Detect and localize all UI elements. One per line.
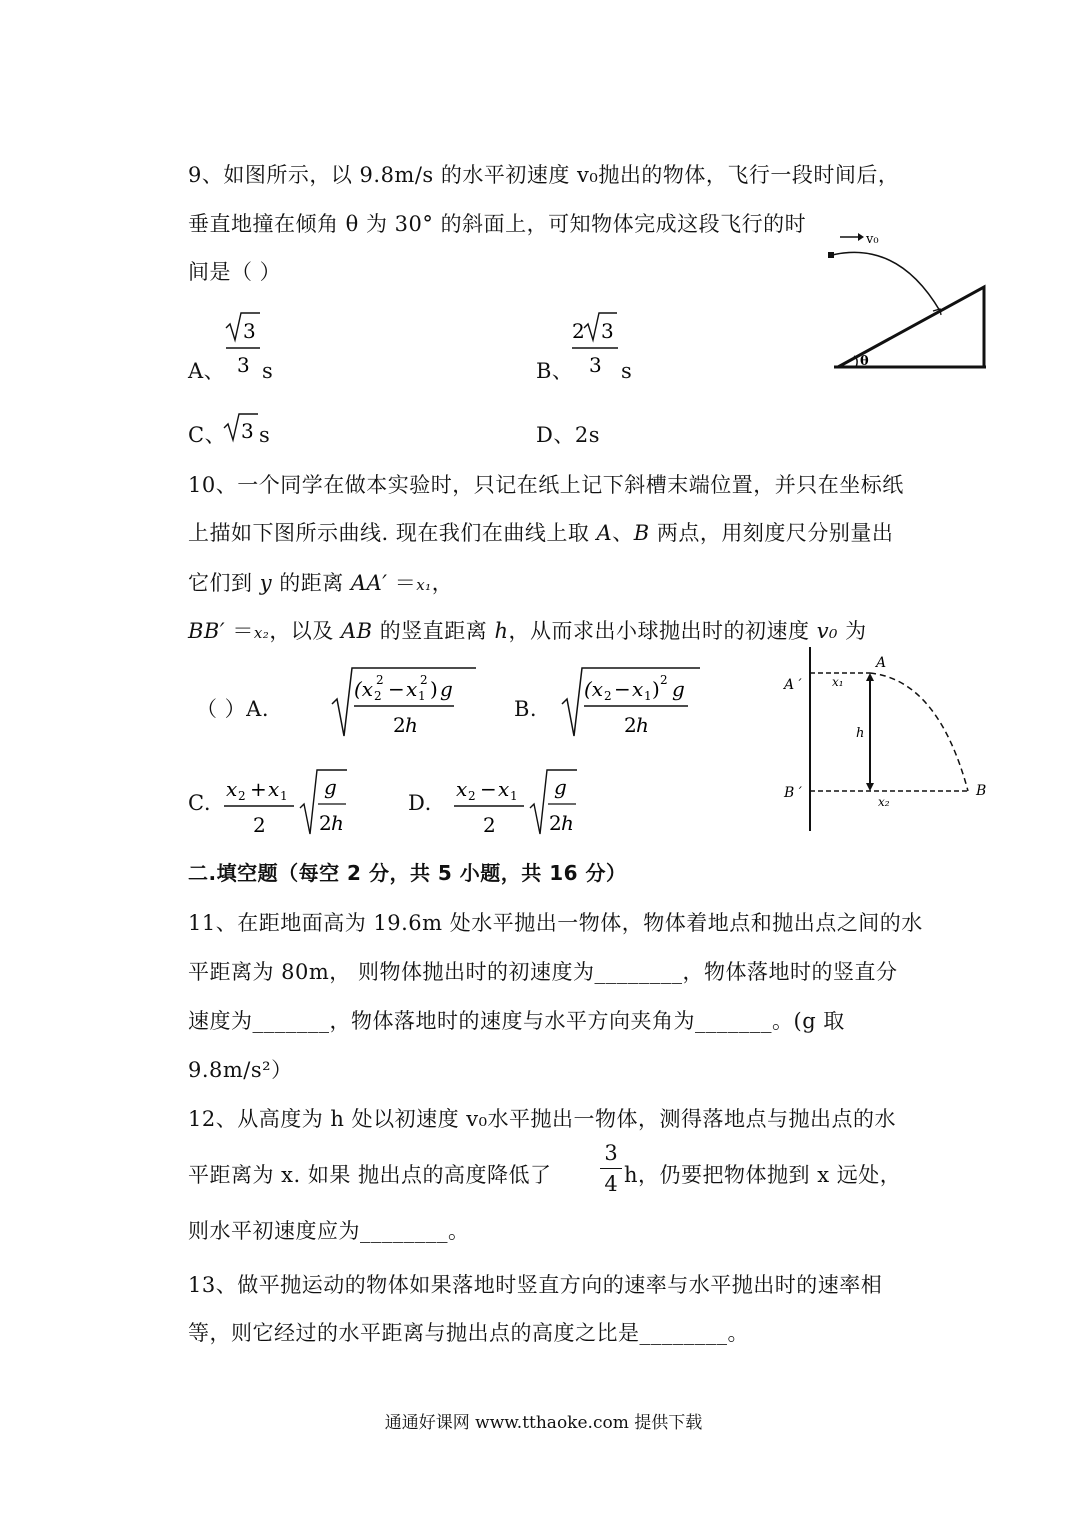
svg-text:x: x — [498, 777, 510, 801]
q12-line1: 12、从高度为 h 处以初速度 v₀水平抛出一物体，测得落地点与抛出点的水 — [188, 1107, 897, 1131]
svg-text:+: + — [250, 777, 267, 801]
svg-text:h: h — [561, 811, 574, 835]
q10-line3-eq: ＝ — [387, 571, 417, 595]
page-footer: 通通好课网 www.tthaoke.com 提供下载 — [384, 1413, 703, 1433]
svg-text:x: x — [456, 777, 468, 801]
svg-text:(x: (x — [354, 677, 374, 701]
svg-text:1: 1 — [280, 789, 288, 803]
q10-line3-text: 它们到 — [188, 571, 260, 595]
svg-text:3: 3 — [241, 419, 254, 443]
q11-line1: 11、在距地面高为 19.6m 处水平抛出一物体，物体着地点和抛出点之间的水 — [188, 911, 923, 935]
x2-ref: x₂ — [253, 624, 270, 642]
svg-text:2: 2 — [319, 811, 332, 835]
svg-text:1: 1 — [510, 789, 518, 803]
svg-text:2: 2 — [549, 811, 562, 835]
ab-ref: AB — [341, 619, 373, 643]
svg-text:2: 2 — [420, 673, 428, 687]
q9-option-b-unit: s — [621, 359, 633, 383]
q9-option-c-label: C、 — [188, 423, 227, 447]
point-b-prime-label: B ′ — [784, 785, 802, 801]
q10-trajectory-figure — [778, 645, 993, 835]
q10-line4-end: 为 — [837, 619, 867, 643]
q12-line3: 则水平初速度应为________。 — [188, 1219, 470, 1243]
svg-text:g: g — [554, 775, 567, 799]
q10-line4-rest: ，从而求出小球抛出时的初速度 — [508, 619, 817, 643]
svg-text:x: x — [632, 677, 644, 701]
q12-fraction-bar — [600, 1168, 622, 1169]
q11-line2: 平距离为 80m， 则物体抛出时的初速度为________，物体落地时的竖直分 — [188, 960, 898, 984]
svg-text:h: h — [636, 713, 649, 737]
svg-text:2: 2 — [253, 813, 266, 837]
svg-text:2: 2 — [376, 673, 384, 687]
q10-option-d-label: D. — [408, 791, 432, 815]
q9-incline-figure — [828, 225, 993, 375]
h-ref: h — [494, 619, 509, 643]
svg-text:3: 3 — [601, 319, 614, 343]
x2-label: x₂ — [878, 795, 890, 809]
y-axis-ref: y — [259, 571, 273, 595]
q10-paren-option-a: （ ）A. — [196, 697, 270, 721]
q10-line2-text: 上描如下图所示曲线. 现在我们在曲线上取 — [188, 521, 597, 545]
svg-text:g: g — [324, 775, 337, 799]
q9-option-b-label: B、 — [536, 359, 574, 383]
svg-text:2: 2 — [660, 673, 668, 687]
q12-line2a: 平距离为 x. 如果 抛出点的高度降低了 — [188, 1163, 552, 1187]
svg-text:2: 2 — [572, 319, 585, 343]
theta-label: θ — [860, 354, 869, 369]
q11-line4: 9.8m/s²） — [188, 1058, 293, 1082]
svg-text:x: x — [226, 777, 238, 801]
q11-line3: 速度为_______，物体落地时的速度与水平方向夹角为_______。(g 取 — [188, 1009, 845, 1033]
v0-ref: v₀ — [816, 619, 838, 643]
q12-fraction-numerator: 3 — [604, 1141, 618, 1165]
svg-text:2: 2 — [393, 713, 406, 737]
svg-text:2: 2 — [483, 813, 496, 837]
q10-line4-eq: ＝ — [225, 619, 254, 643]
svg-text:2: 2 — [468, 789, 476, 803]
q10-line2-sep: 、 — [612, 521, 634, 545]
q13-line2: 等，则它经过的水平距离与抛出点的高度之比是________。 — [188, 1321, 749, 1345]
point-a-ref: A — [596, 521, 613, 545]
svg-text:): ) — [652, 677, 660, 701]
q10-line4-text: ，以及 — [269, 619, 341, 643]
q10-line1: 10、一个同学在做本实验时，只记在纸上记下斜槽末端位置，并只在坐标纸 — [188, 473, 904, 497]
q9-option-a-unit: s — [262, 359, 274, 383]
q9-option-c-formula — [222, 412, 260, 444]
q9-option-a-formula — [222, 310, 262, 380]
svg-text:1: 1 — [644, 689, 652, 703]
q12-fraction-denominator: 4 — [604, 1172, 618, 1196]
q10-option-b-formula — [560, 664, 705, 740]
q10-line3 — [188, 568, 453, 600]
point-b-ref: B — [633, 521, 650, 545]
svg-text:g: g — [440, 677, 453, 701]
svg-text:1: 1 — [418, 689, 426, 703]
svg-text:−: − — [388, 677, 405, 701]
q9-option-d: D、2s — [536, 423, 600, 447]
q10-line2 — [188, 518, 893, 548]
svg-text:3: 3 — [243, 319, 256, 343]
q10-line2-rest: 两点，用刻度尺分别量出 — [649, 521, 894, 545]
section-title: 二.填空题（每空 2 分，共 5 小题，共 16 分） — [188, 861, 627, 885]
svg-text:h: h — [405, 713, 418, 737]
svg-text:h: h — [331, 811, 344, 835]
svg-text:3: 3 — [237, 353, 250, 377]
q12-fraction — [600, 1140, 622, 1197]
q10-option-c-formula — [222, 768, 352, 838]
q10-option-c-label: C. — [188, 791, 211, 815]
bb-ref: BB′ — [188, 619, 226, 643]
q9-line2: 垂直地撞在倾角 θ 为 30° 的斜面上，可知物体完成这段飞行的时 — [188, 212, 807, 236]
q9-option-a-label: A、 — [188, 359, 226, 383]
svg-text:2: 2 — [604, 689, 612, 703]
q10-line4-mid: 的竖直距离 — [372, 619, 495, 643]
q9-line1: 9、如图所示，以 9.8m/s 的水平初速度 v₀抛出的物体，飞行一段时间后， — [188, 163, 900, 187]
svg-text:3: 3 — [589, 353, 602, 377]
svg-text:−: − — [480, 777, 497, 801]
x1-ref: x₁ — [416, 576, 432, 594]
q10-line4 — [188, 616, 867, 648]
svg-text:2: 2 — [238, 789, 246, 803]
q10-option-a-formula — [330, 664, 480, 740]
h-label: h — [856, 726, 865, 741]
svg-text:(x: (x — [584, 677, 604, 701]
q10-line3-mid: 的距离 — [272, 571, 351, 595]
x1-label: x₁ — [832, 675, 844, 689]
v0-label: v₀ — [866, 232, 879, 247]
aa-ref: AA′ — [350, 571, 388, 595]
q10-option-d-formula — [452, 768, 582, 838]
q9-option-b-formula — [570, 310, 620, 380]
q9-line3: 间是（ ） — [188, 260, 282, 284]
point-a-prime-label: A ′ — [784, 677, 802, 693]
q10-line3-end: ， — [431, 571, 454, 595]
svg-text:g: g — [672, 677, 685, 701]
svg-text:2: 2 — [374, 689, 382, 703]
q13-line1: 13、做平抛运动的物体如果落地时竖直方向的速率与水平抛出时的速率相 — [188, 1273, 883, 1297]
svg-text:x: x — [268, 777, 280, 801]
svg-text:2: 2 — [624, 713, 637, 737]
point-a-label: A — [876, 655, 887, 671]
q12-line2b: h，仍要把物体抛到 x 远处， — [624, 1163, 902, 1187]
svg-text:): ) — [430, 677, 438, 701]
q10-option-b-label: B. — [514, 697, 538, 721]
q9-option-c-unit: s — [259, 423, 271, 447]
point-b-label: B — [976, 783, 987, 799]
svg-text:−: − — [614, 677, 631, 701]
svg-text:x: x — [406, 677, 418, 701]
